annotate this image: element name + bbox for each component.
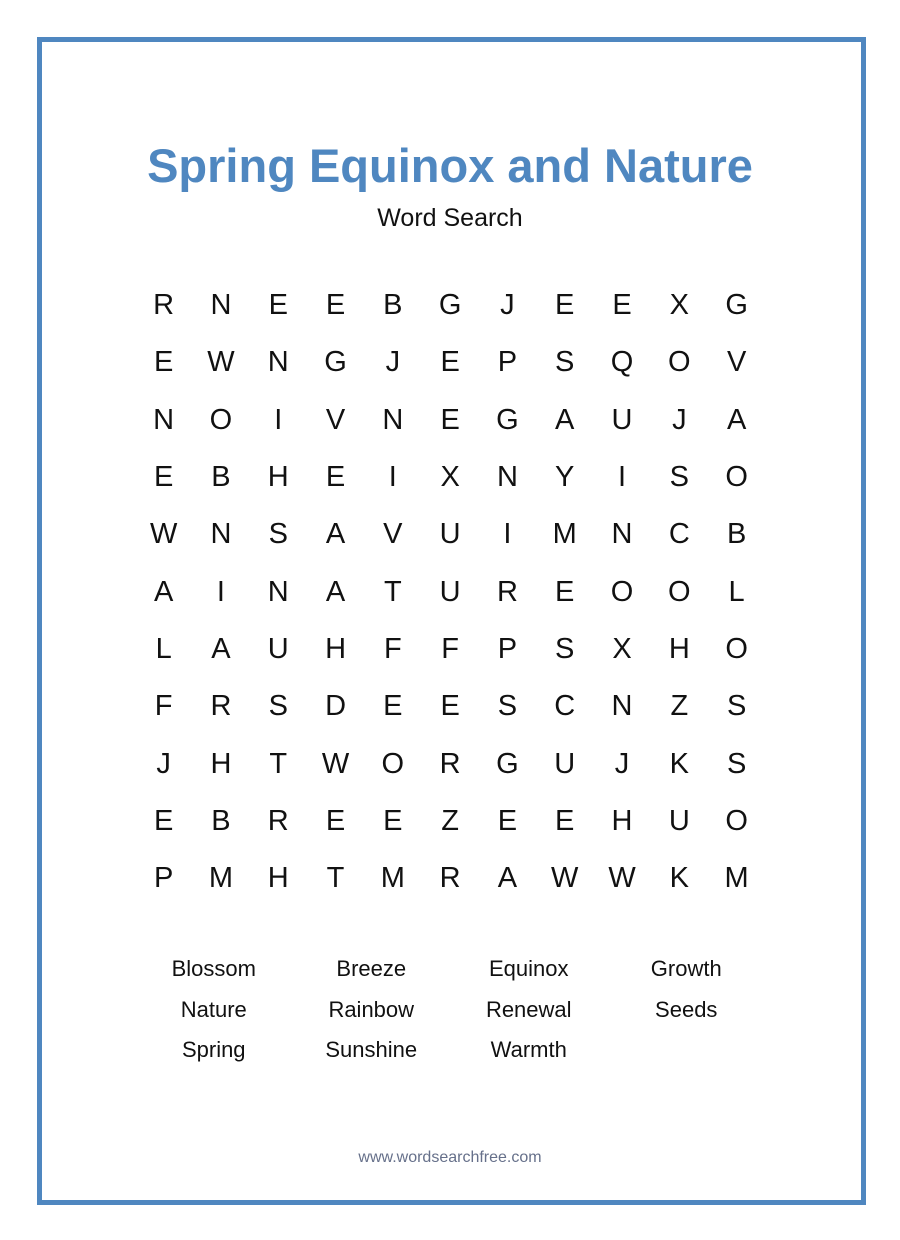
grid-cell: O bbox=[725, 632, 748, 665]
grid-cell: L bbox=[728, 575, 745, 608]
grid-cell: R bbox=[267, 804, 289, 837]
grid-cell: J bbox=[672, 403, 687, 436]
grid-cell: O bbox=[610, 575, 634, 608]
grid-cell: M bbox=[724, 862, 749, 895]
word-list-item: Nature bbox=[180, 996, 247, 1022]
grid-cell: E bbox=[325, 289, 346, 322]
grid-cell: G bbox=[496, 747, 519, 780]
grid-cell: Z bbox=[441, 804, 459, 837]
grid-cell: W bbox=[207, 346, 235, 379]
grid-cell: W bbox=[608, 862, 636, 895]
grid-cell: P bbox=[497, 346, 518, 379]
grid-cell: S bbox=[268, 690, 288, 723]
grid-cell: G bbox=[496, 403, 519, 436]
word-list-item: Sunshine bbox=[325, 1037, 418, 1062]
grid-cell: D bbox=[325, 690, 347, 723]
grid-cell: G bbox=[725, 289, 748, 322]
grid-cell: G bbox=[438, 289, 462, 322]
grid-cell: K bbox=[669, 862, 689, 895]
grid-cell: R bbox=[210, 690, 232, 723]
letter-grid bbox=[135, 277, 765, 907]
grid-cell: E bbox=[555, 804, 575, 837]
word-list-item: Breeze bbox=[336, 956, 407, 981]
grid-cell: E bbox=[153, 461, 174, 494]
word-list-item: Warmth bbox=[490, 1037, 567, 1062]
grid-cell: S bbox=[497, 690, 518, 723]
word-list-item: Equinox bbox=[488, 956, 569, 981]
grid-cell: S bbox=[726, 690, 747, 723]
grid-cell: S bbox=[726, 747, 747, 780]
grid-cell: V bbox=[726, 346, 747, 379]
grid-cell: A bbox=[726, 403, 747, 436]
grid-cell: O bbox=[668, 346, 691, 379]
grid-cell: G bbox=[324, 346, 347, 379]
grid-cell: C bbox=[668, 518, 690, 551]
grid-cell: E bbox=[440, 403, 460, 436]
grid-cell: A bbox=[325, 575, 346, 608]
grid-cell: W bbox=[321, 747, 350, 780]
grid-cell: N bbox=[153, 403, 175, 436]
grid-cell: J bbox=[385, 346, 401, 379]
grid-cell: O bbox=[725, 804, 748, 837]
grid-cell: N bbox=[267, 575, 289, 608]
grid-cell: I bbox=[503, 518, 512, 551]
grid-cell: M bbox=[380, 862, 405, 895]
grid-cell: E bbox=[383, 690, 403, 723]
grid-cell: V bbox=[383, 518, 403, 551]
grid-cell: J bbox=[500, 289, 515, 322]
grid-cell: E bbox=[268, 289, 288, 322]
word-list-item: Renewal bbox=[485, 996, 572, 1022]
grid-cell: E bbox=[325, 461, 346, 494]
grid-cell: H bbox=[325, 632, 347, 665]
grid-cell: E bbox=[555, 575, 575, 608]
grid-cell: B bbox=[383, 289, 403, 322]
grid-cell: X bbox=[612, 632, 632, 665]
grid-cell: J bbox=[614, 747, 630, 780]
grid-cell: O bbox=[725, 461, 748, 494]
grid-cell: S bbox=[669, 461, 689, 494]
grid-cell: M bbox=[552, 518, 577, 551]
grid-cell: E bbox=[440, 690, 460, 723]
grid-cell: E bbox=[325, 804, 346, 837]
grid-cell: E bbox=[383, 804, 403, 837]
grid-cell: P bbox=[153, 862, 174, 895]
grid-cell: U bbox=[439, 518, 461, 551]
grid-cell: T bbox=[383, 575, 402, 608]
grid-cell: K bbox=[669, 747, 689, 780]
grid-cell: B bbox=[726, 518, 747, 551]
grid-cell: O bbox=[381, 747, 405, 780]
grid-cell: E bbox=[153, 804, 174, 837]
grid-cell: R bbox=[439, 747, 461, 780]
grid-cell: I bbox=[617, 461, 627, 494]
grid-cell: S bbox=[555, 632, 575, 665]
puzzle-subtitle: Word Search bbox=[377, 204, 523, 232]
grid-cell: E bbox=[555, 289, 575, 322]
grid-cell: T bbox=[326, 862, 345, 895]
grid-cell: L bbox=[155, 632, 172, 665]
grid-cell: U bbox=[554, 747, 576, 780]
grid-cell: I bbox=[216, 575, 225, 608]
grid-cell: P bbox=[497, 632, 518, 665]
grid-cell: H bbox=[267, 862, 289, 895]
grid-cell: O bbox=[668, 575, 691, 608]
grid-cell: U bbox=[611, 403, 633, 436]
word-list-item: Spring bbox=[181, 1037, 246, 1062]
grid-cell: H bbox=[210, 747, 232, 780]
grid-cell: T bbox=[269, 747, 288, 780]
grid-cell: N bbox=[382, 403, 404, 436]
word-list-item: Growth bbox=[650, 956, 722, 981]
word-list-item: Seeds bbox=[655, 996, 718, 1022]
grid-cell: S bbox=[555, 346, 575, 379]
grid-cell: A bbox=[153, 575, 174, 608]
grid-cell: N bbox=[210, 518, 232, 551]
grid-cell: A bbox=[211, 632, 231, 665]
grid-cell: N bbox=[496, 461, 518, 494]
grid-cell: F bbox=[154, 690, 173, 723]
grid-cell: R bbox=[439, 862, 461, 895]
puzzle-title: Spring Equinox and Nature bbox=[147, 139, 753, 192]
footer-link[interactable]: www.wordsearchfree.com bbox=[358, 1149, 542, 1166]
word-list bbox=[135, 952, 765, 1074]
word-list-item: Blossom bbox=[171, 956, 256, 981]
grid-cell: R bbox=[153, 289, 175, 322]
grid-cell: H bbox=[611, 804, 633, 837]
grid-cell: E bbox=[153, 346, 174, 379]
grid-cell: A bbox=[497, 862, 518, 895]
grid-cell: C bbox=[554, 690, 576, 723]
grid-cell: U bbox=[668, 804, 690, 837]
grid-cell: H bbox=[668, 632, 690, 665]
grid-cell: S bbox=[268, 518, 288, 551]
grid-cell: O bbox=[209, 403, 233, 436]
grid-cell: X bbox=[440, 461, 460, 494]
grid-cell: W bbox=[551, 862, 579, 895]
grid-cell: E bbox=[440, 346, 460, 379]
grid-cell: F bbox=[383, 632, 402, 665]
grid-cell: U bbox=[267, 632, 289, 665]
grid-cell: N bbox=[267, 346, 289, 379]
grid-cell: N bbox=[611, 518, 633, 551]
grid-cell: E bbox=[612, 289, 632, 322]
grid-cell: R bbox=[496, 575, 518, 608]
grid-cell: Z bbox=[670, 690, 689, 723]
grid-cell: H bbox=[267, 461, 289, 494]
grid-cell: E bbox=[497, 804, 518, 837]
grid-cell: I bbox=[388, 461, 397, 494]
grid-cell: J bbox=[156, 747, 171, 780]
grid-cell: A bbox=[325, 518, 346, 551]
grid-cell: Q bbox=[610, 346, 634, 379]
grid-cell: N bbox=[210, 289, 232, 322]
grid-cell: F bbox=[441, 632, 459, 665]
grid-cell: V bbox=[325, 403, 346, 436]
grid-cell: U bbox=[439, 575, 461, 608]
grid-cell: N bbox=[611, 690, 633, 723]
grid-cell: B bbox=[211, 804, 231, 837]
grid-cell: B bbox=[211, 461, 231, 494]
grid-cell: X bbox=[669, 289, 689, 322]
grid-cell: Y bbox=[555, 461, 575, 494]
grid-cell: I bbox=[274, 403, 283, 436]
grid-cell: A bbox=[555, 403, 575, 436]
grid-cell: M bbox=[208, 862, 234, 895]
grid-cell: W bbox=[149, 518, 178, 551]
word-list-item: Rainbow bbox=[328, 996, 415, 1022]
